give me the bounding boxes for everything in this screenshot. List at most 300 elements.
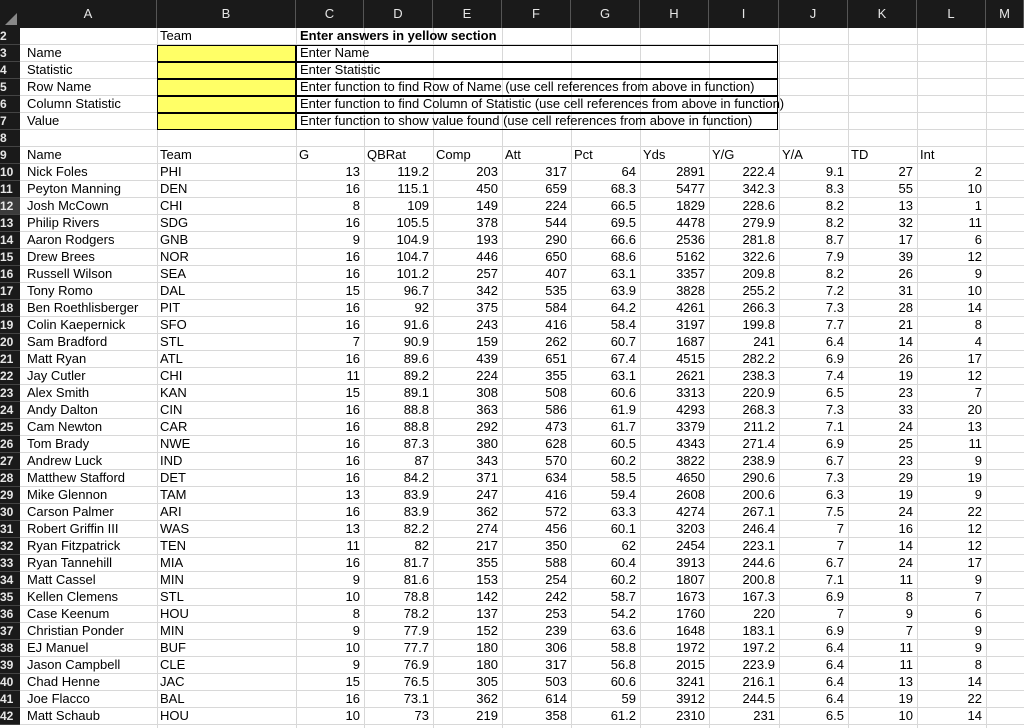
cell-g[interactable]: 13	[345, 487, 360, 502]
cell-td[interactable]: 23	[898, 453, 913, 468]
cell-pct[interactable]: 58.4	[610, 317, 636, 332]
column-label-g[interactable]: G	[299, 147, 310, 162]
cell-team[interactable]: MIN	[160, 572, 184, 587]
cell-comp[interactable]: 193	[476, 232, 498, 247]
cell-yg[interactable]: 290.6	[742, 470, 775, 485]
column-header-j[interactable]: J	[779, 0, 848, 28]
select-all-corner[interactable]	[0, 0, 20, 28]
cell-int[interactable]: 12	[967, 249, 982, 264]
cell-comp[interactable]: 257	[476, 266, 498, 281]
row-header[interactable]: 39	[0, 657, 20, 674]
cell-comp[interactable]: 371	[476, 470, 498, 485]
column-label-td[interactable]: TD	[851, 147, 869, 162]
cell-yds[interactable]: 5162	[676, 249, 705, 264]
cell-qbrat[interactable]: 78.2	[403, 606, 429, 621]
cell-ya[interactable]: 6.9	[825, 436, 844, 451]
cell-yg[interactable]: 271.4	[742, 436, 775, 451]
cell-att[interactable]: 659	[545, 181, 567, 196]
cell-comp[interactable]: 380	[476, 436, 498, 451]
cell-pct[interactable]: 58.5	[610, 470, 636, 485]
cell-ya[interactable]: 8.3	[825, 181, 844, 196]
cell-comp[interactable]: 308	[476, 385, 498, 400]
cell-int[interactable]: 9	[974, 453, 982, 468]
cell-name[interactable]: Ryan Tannehill	[27, 555, 113, 570]
cell-int[interactable]: 14	[967, 708, 982, 723]
cell-att[interactable]: 317	[545, 657, 567, 672]
row-header[interactable]: 3	[0, 45, 20, 62]
cell-yg[interactable]: 231	[753, 708, 775, 723]
cell-td[interactable]: 24	[898, 555, 913, 570]
cell-att[interactable]: 350	[545, 538, 567, 553]
cell-team[interactable]: TEN	[160, 538, 186, 553]
cell-comp[interactable]: 292	[476, 419, 498, 434]
cell-td[interactable]: 10	[898, 708, 913, 723]
cell-td[interactable]: 26	[898, 351, 913, 366]
cell-yg[interactable]: 222.4	[742, 164, 775, 179]
answer-input-cell[interactable]	[157, 79, 296, 96]
cell-yg[interactable]: 255.2	[742, 283, 775, 298]
cell-comp[interactable]: 342	[476, 283, 498, 298]
cell-yds[interactable]: 2454	[676, 538, 705, 553]
cell-pct[interactable]: 63.1	[610, 368, 636, 383]
cell-yds[interactable]: 1687	[676, 334, 705, 349]
row-header[interactable]: 17	[0, 283, 20, 300]
cell-pct[interactable]: 60.5	[610, 436, 636, 451]
cell-g[interactable]: 16	[345, 181, 360, 196]
column-header-c[interactable]: C	[296, 0, 364, 28]
cell-att[interactable]: 355	[545, 368, 567, 383]
column-label-yds[interactable]: Yds	[643, 147, 666, 162]
cell-int[interactable]: 22	[967, 691, 982, 706]
cell-g[interactable]: 16	[345, 419, 360, 434]
cell-yds[interactable]: 1760	[676, 606, 705, 621]
cell-td[interactable]: 9	[905, 606, 913, 621]
cell-yds[interactable]: 4650	[676, 470, 705, 485]
column-label-qbrat[interactable]: QBRat	[367, 147, 407, 162]
cell-td[interactable]: 25	[898, 436, 913, 451]
column-header-e[interactable]: E	[433, 0, 502, 28]
cell-g[interactable]: 11	[346, 368, 360, 383]
cell-int[interactable]: 12	[967, 521, 982, 536]
cell-team[interactable]: SDG	[160, 215, 189, 230]
cell-name[interactable]: Chad Henne	[27, 674, 100, 689]
cell-yds[interactable]: 1829	[676, 198, 705, 213]
cell-yg[interactable]: 197.2	[742, 640, 775, 655]
column-header-f[interactable]: F	[502, 0, 571, 28]
cell-g[interactable]: 16	[345, 215, 360, 230]
cell-td[interactable]: 8	[905, 589, 913, 604]
cell-ya[interactable]: 7	[836, 606, 844, 621]
cell-team[interactable]: DAL	[160, 283, 186, 298]
cell-g[interactable]: 16	[345, 249, 360, 264]
cell-comp[interactable]: 180	[476, 657, 498, 672]
cell-qbrat[interactable]: 87	[414, 453, 429, 468]
cell-ya[interactable]: 6.4	[825, 657, 844, 672]
cell-g[interactable]: 7	[352, 334, 360, 349]
cell-pct[interactable]: 63.9	[610, 283, 636, 298]
cell-att[interactable]: 253	[545, 606, 567, 621]
cell-yg[interactable]: 220	[753, 606, 775, 621]
cell-int[interactable]: 2	[974, 164, 982, 179]
cell-team[interactable]: KAN	[160, 385, 187, 400]
cell-team[interactable]: PHI	[160, 164, 182, 179]
cell-ya[interactable]: 8.7	[825, 232, 844, 247]
column-label-att[interactable]: Att	[505, 147, 521, 162]
cell-g[interactable]: 8	[352, 606, 360, 621]
cell-yg[interactable]: 279.9	[742, 215, 775, 230]
cell-yds[interactable]: 5477	[676, 181, 705, 196]
cell-yg[interactable]: 244.6	[742, 555, 775, 570]
cell-td[interactable]: 7	[905, 623, 913, 638]
cell-td[interactable]: 13	[898, 198, 913, 213]
cell-qbrat[interactable]: 83.9	[403, 487, 429, 502]
column-label-yg[interactable]: Y/G	[712, 147, 735, 162]
cell-qbrat[interactable]: 76.9	[403, 657, 429, 672]
row-header[interactable]: 24	[0, 402, 20, 419]
cell-yds[interactable]: 3822	[676, 453, 705, 468]
answer-input-cell[interactable]	[157, 62, 296, 79]
row-header[interactable]: 42	[0, 708, 20, 725]
cell-att[interactable]: 584	[545, 300, 567, 315]
cell-att[interactable]: 572	[545, 504, 567, 519]
cell-yds[interactable]: 3913	[676, 555, 705, 570]
cell-yg[interactable]: 244.5	[742, 691, 775, 706]
cell-yg[interactable]: 223.1	[742, 538, 775, 553]
cell-qbrat[interactable]: 89.1	[403, 385, 429, 400]
cell-yds[interactable]: 3828	[676, 283, 705, 298]
cell-name[interactable]: Carson Palmer	[27, 504, 114, 519]
row-header[interactable]: 40	[0, 674, 20, 691]
row-header[interactable]: 41	[0, 691, 20, 708]
cell-td[interactable]: 14	[898, 538, 913, 553]
cell-ya[interactable]: 7	[836, 521, 844, 536]
cell-att[interactable]: 416	[545, 317, 567, 332]
cell-pct[interactable]: 63.6	[610, 623, 636, 638]
cell-att[interactable]: 570	[545, 453, 567, 468]
cell-pct[interactable]: 58.7	[610, 589, 636, 604]
cell-g[interactable]: 9	[352, 572, 360, 587]
row-header[interactable]: 22	[0, 368, 20, 385]
column-header-b[interactable]: B	[157, 0, 296, 28]
cell-qbrat[interactable]: 96.7	[403, 283, 429, 298]
cell-td[interactable]: 13	[898, 674, 913, 689]
cell-pct[interactable]: 60.1	[610, 521, 636, 536]
cell-pct[interactable]: 60.2	[610, 453, 636, 468]
cell-int[interactable]: 13	[967, 419, 982, 434]
cell-qbrat[interactable]: 105.5	[396, 215, 429, 230]
cell-comp[interactable]: 159	[476, 334, 498, 349]
cell-att[interactable]: 650	[545, 249, 567, 264]
cell-yg[interactable]: 282.2	[742, 351, 775, 366]
cell-att[interactable]: 614	[545, 691, 567, 706]
cell-name[interactable]: Mike Glennon	[27, 487, 108, 502]
cell-int[interactable]: 11	[968, 436, 982, 451]
cell-pct[interactable]: 54.2	[610, 606, 636, 621]
cell-team[interactable]: ATL	[160, 351, 183, 366]
cell-qbrat[interactable]: 90.9	[403, 334, 429, 349]
cell-g[interactable]: 15	[345, 385, 360, 400]
cell-pct[interactable]: 61.7	[610, 419, 636, 434]
cell-yg[interactable]: 267.1	[742, 504, 775, 519]
cell-qbrat[interactable]: 101.2	[396, 266, 429, 281]
cell-g[interactable]: 10	[345, 640, 360, 655]
row-header[interactable]: 27	[0, 453, 20, 470]
cell-qbrat[interactable]: 109	[407, 198, 429, 213]
cell-ya[interactable]: 7.3	[825, 402, 844, 417]
cell-qbrat[interactable]: 81.6	[403, 572, 429, 587]
cell-td[interactable]: 19	[898, 487, 913, 502]
cell-team[interactable]: GNB	[160, 232, 189, 247]
cell-g[interactable]: 16	[345, 555, 360, 570]
cell-comp[interactable]: 243	[476, 317, 498, 332]
cell-g[interactable]: 16	[345, 300, 360, 315]
cell-ya[interactable]: 7.3	[825, 470, 844, 485]
cell-int[interactable]: 9	[974, 623, 982, 638]
cell-pct[interactable]: 63.1	[610, 266, 636, 281]
cell-g[interactable]: 16	[345, 504, 360, 519]
column-header-k[interactable]: K	[848, 0, 917, 28]
cell-pct[interactable]: 66.6	[610, 232, 636, 247]
answer-input-cell[interactable]	[157, 45, 296, 62]
cell-name[interactable]: Alex Smith	[27, 385, 90, 400]
cell-qbrat[interactable]: 76.5	[403, 674, 429, 689]
cell-int[interactable]: 17	[967, 351, 982, 366]
cell-td[interactable]: 27	[898, 164, 913, 179]
cell-pct[interactable]: 60.7	[610, 334, 636, 349]
cell-yg[interactable]: 322.6	[742, 249, 775, 264]
cell-td[interactable]: 19	[898, 691, 913, 706]
cell-int[interactable]: 14	[967, 674, 982, 689]
cell-int[interactable]: 6	[974, 232, 982, 247]
cell-yds[interactable]: 2015	[676, 657, 705, 672]
column-label-name[interactable]: Name	[27, 147, 62, 162]
cell-yg[interactable]: 211.2	[743, 419, 775, 434]
cell-name[interactable]: EJ Manuel	[27, 640, 89, 655]
cell-name[interactable]: Matt Ryan	[27, 351, 87, 366]
cell-comp[interactable]: 343	[476, 453, 498, 468]
answer-input-cell[interactable]	[157, 96, 296, 113]
cell-team[interactable]: STL	[160, 589, 184, 604]
row-header[interactable]: 7	[0, 113, 20, 130]
row-header[interactable]: 32	[0, 538, 20, 555]
row-header[interactable]: 36	[0, 606, 20, 623]
cell-pct[interactable]: 63.3	[610, 504, 636, 519]
cell-att[interactable]: 242	[545, 589, 567, 604]
cell-ya[interactable]: 6.4	[825, 674, 844, 689]
cell-pct[interactable]: 59	[621, 691, 636, 706]
cell-comp[interactable]: 152	[476, 623, 498, 638]
cell-comp[interactable]: 219	[476, 708, 498, 723]
cell-yg[interactable]: 200.8	[742, 572, 775, 587]
cell-att[interactable]: 239	[545, 623, 567, 638]
cell-td[interactable]: 11	[899, 640, 913, 655]
cell-qbrat[interactable]: 119.2	[397, 164, 429, 179]
cell-name[interactable]: Matt Cassel	[27, 572, 96, 587]
cell-ya[interactable]: 6.4	[825, 640, 844, 655]
cell-name[interactable]: Andy Dalton	[27, 402, 98, 417]
cell-yds[interactable]: 1648	[676, 623, 705, 638]
row-header[interactable]: 4	[0, 62, 20, 79]
cell-att[interactable]: 651	[545, 351, 567, 366]
cell-pct[interactable]: 62	[621, 538, 636, 553]
row-header[interactable]: 38	[0, 640, 20, 657]
cell-int[interactable]: 8	[974, 657, 982, 672]
row-header[interactable]: 33	[0, 555, 20, 572]
cell-ya[interactable]: 8.2	[825, 266, 844, 281]
cell-qbrat[interactable]: 83.9	[403, 504, 429, 519]
row-header[interactable]: 29	[0, 487, 20, 504]
cell-td[interactable]: 39	[898, 249, 913, 264]
cell-pct[interactable]: 60.6	[610, 385, 636, 400]
cell-comp[interactable]: 362	[476, 504, 498, 519]
cell-qbrat[interactable]: 87.3	[403, 436, 429, 451]
cell-pct[interactable]: 61.2	[610, 708, 636, 723]
cell-int[interactable]: 12	[967, 368, 982, 383]
cell-yds[interactable]: 4274	[676, 504, 705, 519]
cell-name[interactable]: Ben Roethlisberger	[27, 300, 139, 315]
cell-yg[interactable]: 216.1	[742, 674, 775, 689]
cell-int[interactable]: 7	[974, 589, 982, 604]
column-header-l[interactable]: L	[917, 0, 986, 28]
cell-team[interactable]: IND	[160, 453, 183, 468]
cell-pct[interactable]: 60.2	[610, 572, 636, 587]
cell-yg[interactable]: 223.9	[742, 657, 775, 672]
row-header[interactable]: 35	[0, 589, 20, 606]
cell-g[interactable]: 13	[345, 164, 360, 179]
cell-att[interactable]: 262	[545, 334, 567, 349]
cell-yg[interactable]: 281.8	[742, 232, 775, 247]
row-header[interactable]: 2	[0, 28, 20, 45]
cell-ya[interactable]: 7.1	[825, 419, 844, 434]
cell-name[interactable]: Colin Kaepernick	[27, 317, 126, 332]
cell-name[interactable]: Robert Griffin III	[27, 521, 119, 536]
cell-int[interactable]: 9	[974, 572, 982, 587]
cell-comp[interactable]: 362	[476, 691, 498, 706]
cell-g[interactable]: 9	[352, 232, 360, 247]
cell-g[interactable]: 10	[345, 589, 360, 604]
cell-comp[interactable]: 355	[476, 555, 498, 570]
cell-name[interactable]: Kellen Clemens	[27, 589, 119, 604]
cell-td[interactable]: 29	[898, 470, 913, 485]
cell-comp[interactable]: 305	[476, 674, 498, 689]
row-header[interactable]: 12	[0, 198, 20, 215]
cell-name[interactable]: Drew Brees	[27, 249, 95, 264]
cell-int[interactable]: 8	[974, 317, 982, 332]
cell-int[interactable]: 1	[974, 198, 982, 213]
cell-ya[interactable]: 8.2	[825, 215, 844, 230]
cell-att[interactable]: 588	[545, 555, 567, 570]
cell-g[interactable]: 13	[345, 521, 360, 536]
cell-name[interactable]: Andrew Luck	[27, 453, 103, 468]
cell-att[interactable]: 254	[545, 572, 567, 587]
cell-name[interactable]: Jason Campbell	[27, 657, 121, 672]
column-label-ya[interactable]: Y/A	[782, 147, 803, 162]
cell-td[interactable]: 33	[898, 402, 913, 417]
cell-g[interactable]: 16	[345, 266, 360, 281]
cell-qbrat[interactable]: 88.8	[403, 402, 429, 417]
cell-int[interactable]: 19	[967, 470, 982, 485]
cell-pct[interactable]: 58.8	[610, 640, 636, 655]
cell-team[interactable]: NOR	[160, 249, 189, 264]
row-header[interactable]: 10	[0, 164, 20, 181]
cell-pct[interactable]: 59.4	[610, 487, 636, 502]
cell-team[interactable]: TAM	[160, 487, 187, 502]
column-label-int[interactable]: Int	[920, 147, 935, 162]
cell-team[interactable]: JAC	[160, 674, 185, 689]
cell-yg[interactable]: 268.3	[742, 402, 775, 417]
cell-yg[interactable]: 209.8	[742, 266, 775, 281]
cell-name[interactable]: Jay Cutler	[27, 368, 86, 383]
cell-comp[interactable]: 375	[476, 300, 498, 315]
cell-qbrat[interactable]: 89.2	[403, 368, 429, 383]
cell-att[interactable]: 634	[545, 470, 567, 485]
cell-yg[interactable]: 238.3	[742, 368, 775, 383]
row-header[interactable]: 25	[0, 419, 20, 436]
cell-ya[interactable]: 6.9	[825, 589, 844, 604]
cell-yg[interactable]: 246.4	[742, 521, 775, 536]
cell-int[interactable]: 9	[974, 487, 982, 502]
cell-att[interactable]: 473	[545, 419, 567, 434]
cell-td[interactable]: 16	[898, 521, 913, 536]
cell-g[interactable]: 9	[352, 623, 360, 638]
cell-td[interactable]: 21	[898, 317, 913, 332]
cell-team[interactable]: SFO	[160, 317, 187, 332]
column-header-m[interactable]: M	[986, 0, 1024, 28]
cell-att[interactable]: 290	[545, 232, 567, 247]
column-label-team[interactable]: Team	[160, 147, 192, 162]
cell-ya[interactable]: 7.2	[825, 283, 844, 298]
cell-pct[interactable]: 61.9	[610, 402, 636, 417]
cell-td[interactable]: 17	[898, 232, 913, 247]
cell-pct[interactable]: 68.3	[610, 181, 636, 196]
cell-att[interactable]: 224	[545, 198, 567, 213]
row-header[interactable]: 8	[0, 130, 20, 147]
cell-ya[interactable]: 6.3	[825, 487, 844, 502]
cell-team[interactable]: CIN	[160, 402, 183, 417]
cell-name[interactable]: Matthew Stafford	[27, 470, 126, 485]
cell-comp[interactable]: 450	[476, 181, 498, 196]
cell-att[interactable]: 503	[545, 674, 567, 689]
cell-name[interactable]: Peyton Manning	[27, 181, 121, 196]
cell-yds[interactable]: 4293	[676, 402, 705, 417]
cell-team[interactable]: WAS	[160, 521, 190, 536]
cell-team[interactable]: MIN	[160, 623, 184, 638]
cell-qbrat[interactable]: 73	[414, 708, 429, 723]
cell-pct[interactable]: 66.5	[610, 198, 636, 213]
cell-team[interactable]: BAL	[160, 691, 185, 706]
cell-team[interactable]: CLE	[160, 657, 186, 672]
cell-ya[interactable]: 6.5	[825, 708, 844, 723]
cell-qbrat[interactable]: 78.8	[403, 589, 429, 604]
cell-team[interactable]: CHI	[160, 368, 183, 383]
cell-td[interactable]: 24	[898, 419, 913, 434]
cell-ya[interactable]: 6.7	[825, 453, 844, 468]
row-header[interactable]: 34	[0, 572, 20, 589]
cell-td[interactable]: 26	[898, 266, 913, 281]
cell-comp[interactable]: 378	[476, 215, 498, 230]
cell-name[interactable]: Russell Wilson	[27, 266, 113, 281]
cell-g[interactable]: 16	[345, 470, 360, 485]
cell-yds[interactable]: 3313	[676, 385, 705, 400]
cell-td[interactable]: 32	[898, 215, 913, 230]
row-header[interactable]: 9	[0, 147, 20, 164]
cell-comp[interactable]: 137	[476, 606, 498, 621]
cell-yds[interactable]: 3379	[676, 419, 705, 434]
cell-team[interactable]: STL	[160, 334, 184, 349]
row-header[interactable]: 20	[0, 334, 20, 351]
cell-td[interactable]: 24	[898, 504, 913, 519]
cell-comp[interactable]: 153	[476, 572, 498, 587]
